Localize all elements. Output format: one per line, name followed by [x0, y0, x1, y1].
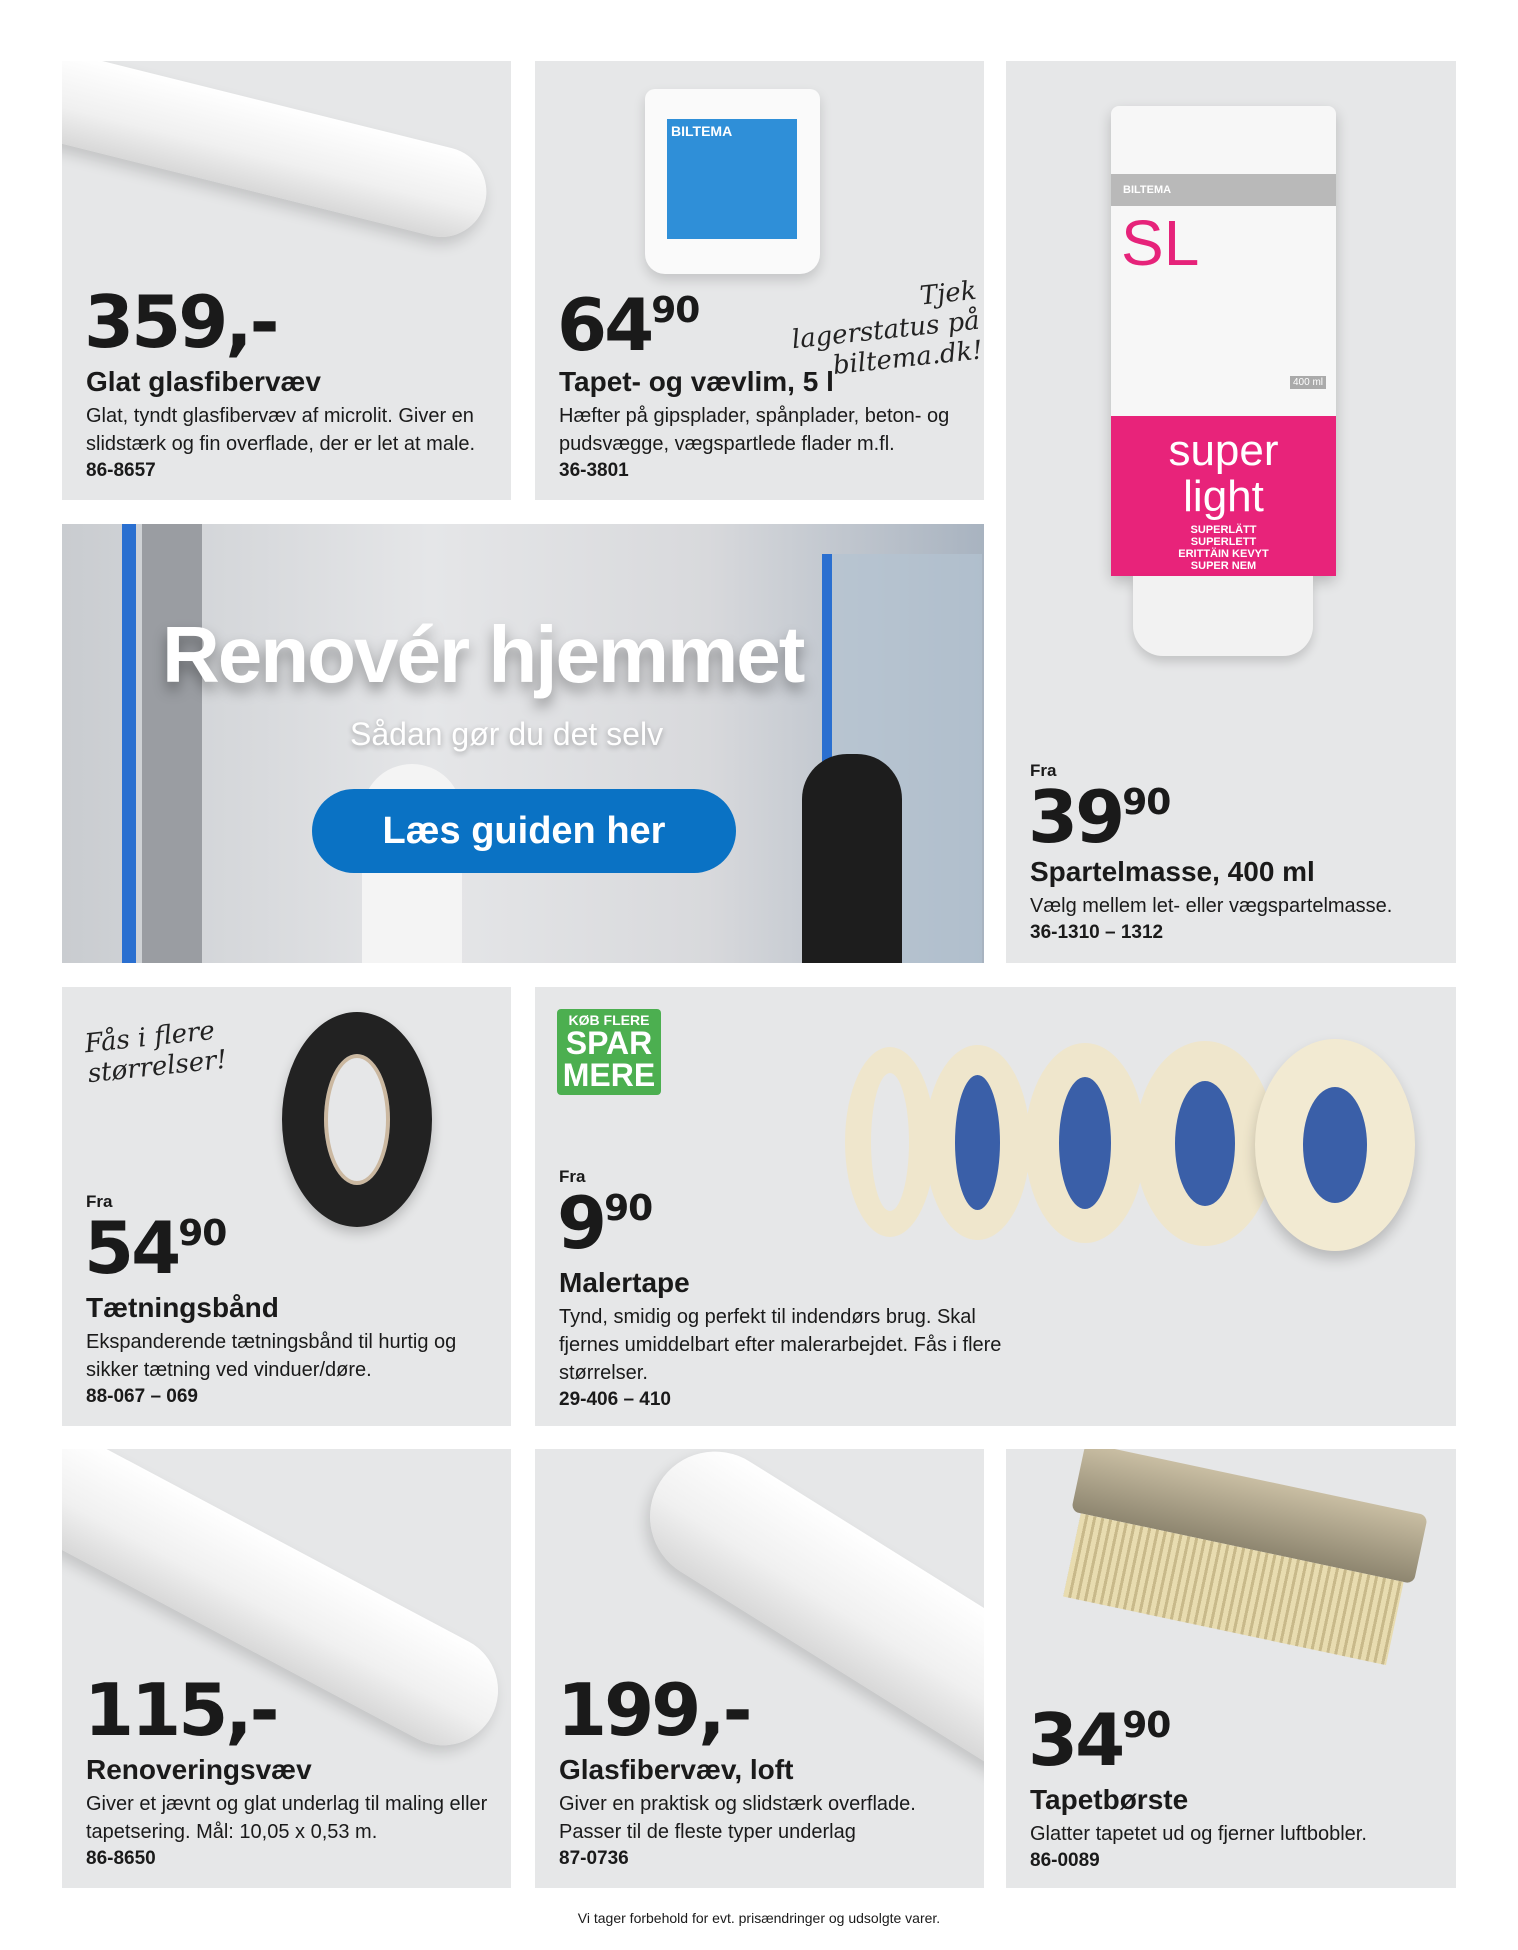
- masking-tape-rolls-image: [845, 1037, 1405, 1267]
- price: 199,-: [557, 1668, 750, 1752]
- from-label: Fra: [86, 1192, 113, 1211]
- banner-subtitle: Sådan gør du det selv: [350, 716, 664, 752]
- product-title: Glat glasfibervæv: [86, 366, 321, 397]
- article-number: 88-067 – 069: [86, 1386, 198, 1407]
- sealing-tape-image: [282, 1012, 432, 1227]
- tube-brand: BILTEMA: [1111, 174, 1336, 206]
- product-card-tapetlim[interactable]: [535, 61, 984, 500]
- product-description: Vælg mellem let- eller vægspartelmasse.: [1030, 895, 1393, 917]
- product-description: Glatter tapetet ud og fjerner luftbobler.: [1030, 1823, 1367, 1845]
- article-number: 86-8657: [86, 460, 156, 481]
- tube-line1: super: [1168, 426, 1279, 475]
- price: $34^{90}$: [1028, 1698, 1171, 1782]
- from-label: Fra: [559, 1167, 586, 1186]
- product-description: Glat, tyndt glasfibervæv af microlit. Giver en slidstærk og fin overflade, der er let at male.: [86, 405, 476, 455]
- article-number: 29-406 – 410: [559, 1389, 671, 1410]
- product-title: Glasfibervæv, loft: [559, 1754, 794, 1785]
- wallpaper-brush-image: [1044, 1449, 1428, 1711]
- product-title: Malertape: [559, 1267, 690, 1298]
- article-number: 36-3801: [559, 460, 629, 481]
- price: $39^{90}$: [1028, 775, 1171, 859]
- badge-line3: MERE: [562, 1057, 656, 1093]
- tube-line2: light: [1183, 472, 1264, 521]
- bucket-label: BILTEMA: [667, 119, 797, 239]
- badge-line2: SPAR: [565, 1025, 653, 1061]
- glue-bucket-image: [645, 89, 820, 274]
- article-number: 87-0736: [559, 1848, 629, 1869]
- product-description: Giver en praktisk og slidstærk overflade. Passer til de fleste typer underlag: [559, 1793, 916, 1843]
- read-guide-button[interactable]: Læs guiden her: [312, 789, 736, 873]
- tube-subtext: SUPERLÄTT SUPERLETT ERITTÄIN KEVYT SUPER NEM: [1178, 524, 1269, 572]
- product-description: Giver et jævnt og glat underlag til maling eller tapetsering. Mål: 10,05 x 0,53 m.: [86, 1793, 488, 1843]
- product-title: Spartelmasse, 400 ml: [1030, 856, 1315, 887]
- tube-size: 400 ml: [1290, 376, 1326, 389]
- tube-code: SL: [1121, 207, 1200, 279]
- stock-status-note: Tjek lagerstatus på biltema.dk!: [790, 275, 984, 382]
- product-card-taetningsbaand[interactable]: [62, 987, 511, 1426]
- product-description: Hæfter på gipsplader, spånplader, beton- og pudsvægge, vægspartlede flader m.fl.: [559, 405, 950, 455]
- sizes-note: Fås i flere størrelser!: [83, 1015, 229, 1090]
- product-title: Tapet- og vævlim, 5 l: [559, 366, 834, 397]
- product-description: Tynd, smidig og perfekt til indendørs brug. Skal fjernes umiddelbart efter malerarbejdet. Fås i flere størrelser.: [559, 1306, 1002, 1384]
- banner-title: Renovér hjemmet: [162, 610, 804, 699]
- product-description: Ekspanderende tætningsbånd til hurtig og sikker tætning ved vinduer/døre.: [86, 1331, 457, 1381]
- badge-line1: KØB FLERE: [568, 1012, 650, 1028]
- product-card-glat-glasfibervaev[interactable]: [62, 61, 511, 500]
- product-title: Tætningsbånd: [86, 1292, 279, 1323]
- price: 359,-: [84, 280, 277, 364]
- price: $9^{90}$: [557, 1181, 653, 1265]
- product-title: Renoveringsvæv: [86, 1754, 312, 1785]
- price: $64^{90}$: [557, 283, 700, 367]
- fiberglass-roll-image: [62, 61, 496, 247]
- disclaimer: Vi tager forbehold for evt. prisændringer og udsolgte varer.: [577, 1910, 941, 1926]
- price: $54^{90}$: [84, 1206, 227, 1290]
- product-title: Tapetbørste: [1030, 1784, 1189, 1815]
- from-label: Fra: [1030, 761, 1057, 780]
- price: 115,-: [84, 1668, 277, 1752]
- guide-banner[interactable]: [62, 524, 984, 963]
- buy-more-save-more-badge: [557, 1009, 661, 1095]
- article-number: 36-1310 – 1312: [1030, 922, 1164, 943]
- product-card-spartelmasse[interactable]: [1006, 61, 1456, 963]
- product-card-glasfibervaev-loft[interactable]: [535, 1449, 984, 1888]
- article-number: 86-8650: [86, 1848, 156, 1869]
- filler-tube-image: [1111, 106, 1336, 666]
- product-card-tapetboerste[interactable]: [1006, 1449, 1456, 1888]
- article-number: 86-0089: [1030, 1850, 1100, 1871]
- product-card-renoveringsvaev[interactable]: [62, 1449, 511, 1888]
- product-card-malertape[interactable]: [535, 987, 1456, 1426]
